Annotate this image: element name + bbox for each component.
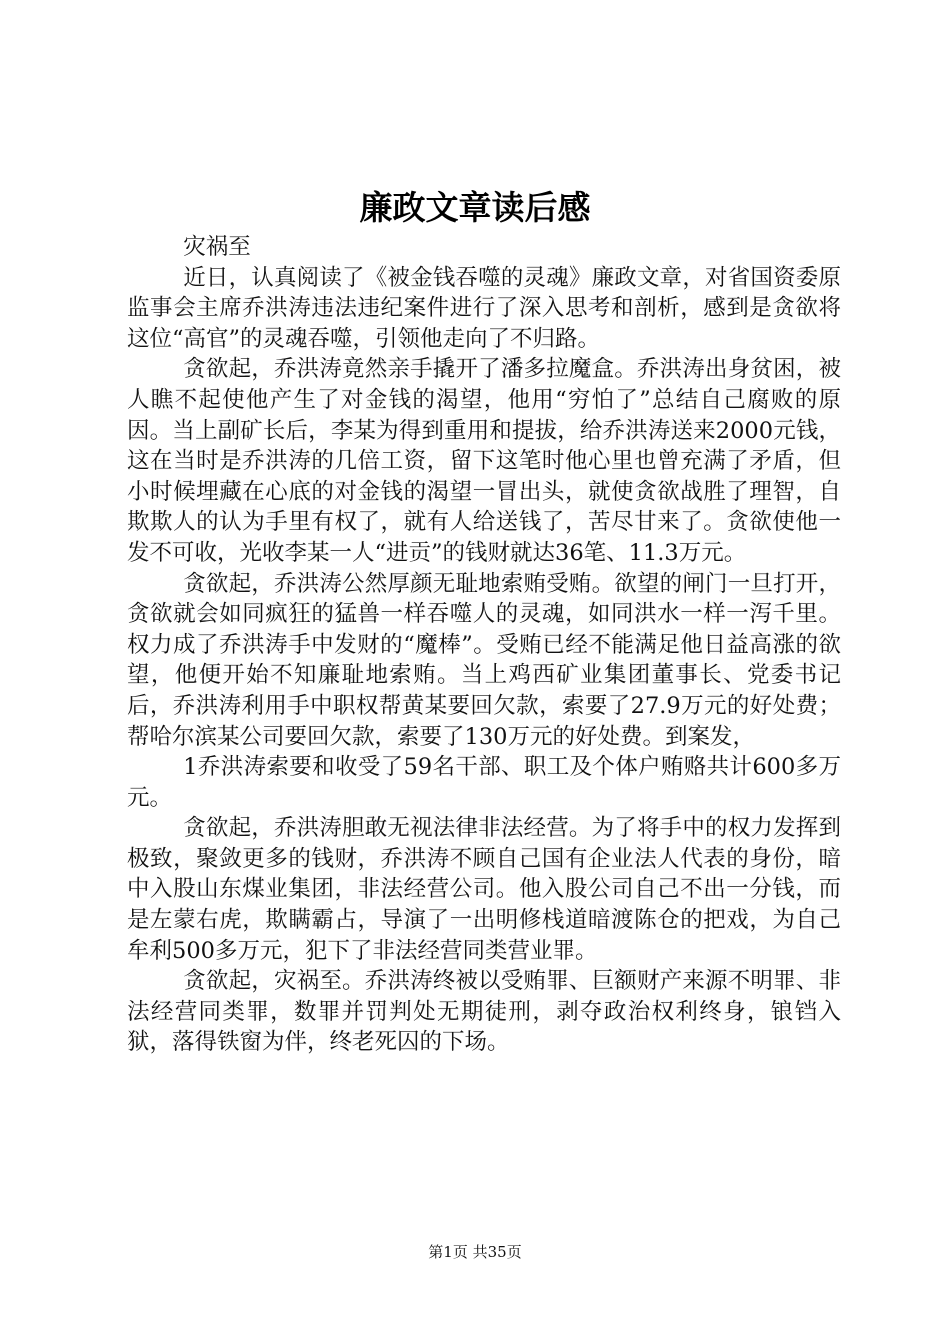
paragraph: 近日，认真阅读了《被金钱吞噬的灵魂》廉政文章，对省国资委原监事会主席乔洪涛违法违纪案件进行了深入思考和剖析，感到是贪欲将这位“高官”的灵魂吞噬，引领他走向了不归路。 xyxy=(127,264,841,352)
document-body xyxy=(127,232,841,1058)
page-footer: 第1页 共35页 xyxy=(428,1243,522,1261)
paragraph: 贪欲起，乔洪涛竟然亲手撬开了潘多拉魔盒。乔洪涛出身贫困，被人瞧不起使他产生了对金钱的渴望，他用“穷怕了”总结自己腐败的原因。当上副矿长后，李某为得到重用和提拔，给乔洪涛送来2000元钱，这在当时是乔洪涛的几倍工资，留下这笔时他心里也曾充满了矛盾，但小时候埋藏在心底的对金钱的渴望一冒出头，就使贪欲战胜了理智，自欺欺人的认为手里有权了，就有人给送钱了，苦尽甘来了。贪欲使他一发不可收，光收李某一人“进贡”的钱财就达36笔、11.3万元。 xyxy=(127,356,841,566)
paragraph: 贪欲起，乔洪涛公然厚颜无耻地索贿受贿。欲望的闸门一旦打开，贪欲就会如同疯狂的猛兽一样吞噬人的灵魂，如同洪水一样一泻千里。权力成了乔洪涛手中发财的“魔棒”。受贿已经不能满足他日益高涨的欲望，他便开始不知廉耻地索贿。当上鸡西矿业集团董事长、党委书记后，乔洪涛利用手中职权帮黄某要回欠款，索要了27.9万元的好处费；帮哈尔滨某公司要回欠款，索要了130万元的好处费。到案发， xyxy=(127,570,841,750)
paragraph: 1乔洪涛索要和收受了59名干部、职工及个体户贿赂共计600多万元。 xyxy=(127,754,841,811)
paragraph: 贪欲起，乔洪涛胆敢无视法律非法经营。为了将手中的权力发挥到极致，聚敛更多的钱财，乔洪涛不顾自己国有企业法人代表的身份，暗中入股山东煤业集团，非法经营公司。他入股公司自己不出一分钱，而是左蒙右虎，欺瞒霸占，导演了一出明修栈道暗渡陈仓的把戏，为自己牟利500多万元，犯下了非法经营同类营业罪。 xyxy=(127,815,841,964)
paragraph: 贪欲起，灾祸至。乔洪涛终被以受贿罪、巨额财产来源不明罪、非法经营同类罪，数罪并罚判处无期徒刑，剥夺政治权利终身，锒铛入狱，落得铁窗为伴，终老死囚的下场。 xyxy=(127,968,841,1056)
paragraph: 灾祸至 xyxy=(183,234,251,260)
document-title: 廉政文章读后感 xyxy=(359,188,591,227)
